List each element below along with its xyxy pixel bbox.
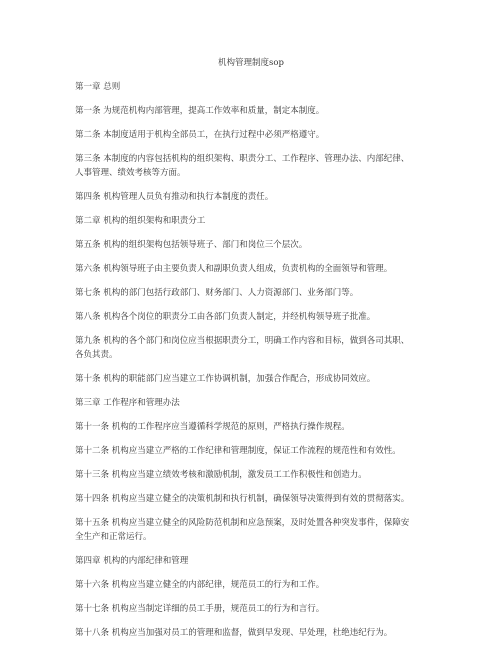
paragraph-line: 第二章 机构的组织架构和职责分工	[75, 216, 206, 226]
paragraph-line: 第六条 机构领导班子由主要负责人和副职负责人组成，负责机构的全面领导和管理。	[75, 264, 393, 274]
paragraph-line: 第三条 本制度的内容包括机构的组织架构、职责分工、工作程序、管理办法、内部纪律、	[75, 154, 410, 164]
paragraph	[75, 310, 427, 324]
document-body	[75, 80, 427, 650]
paragraph-line: 第一章 总则	[75, 82, 121, 92]
paragraph-line: 人事管理、绩效考核等方面。	[75, 168, 186, 178]
paragraph-line: 第十三条 机构应当建立绩效考核和激励机制，激发员工工作积极性和创造力。	[75, 470, 367, 480]
paragraph	[75, 554, 427, 568]
paragraph	[75, 214, 427, 228]
document-title: 机构管理制度sop	[218, 58, 284, 68]
paragraph	[75, 420, 427, 434]
paragraph-line: 第五条 机构的组织架构包括领导班子、部门和岗位三个层次。	[75, 240, 308, 250]
paragraph-line: 第三章 工作程序和管理办法	[75, 398, 180, 408]
paragraph	[75, 262, 427, 276]
paragraph	[75, 152, 427, 180]
paragraph-line: 第四条 机构管理人员负有推动和执行本制度的责任。	[75, 192, 274, 202]
paragraph-line: 第九条 机构的各个部门和岗位应当根据职责分工，明确工作内容和目标，做到各司其职、	[75, 336, 410, 346]
paragraph-line: 第二条 本制度适用于机构全部员工，在执行过程中必须严格遵守。	[75, 130, 325, 140]
paragraph	[75, 286, 427, 300]
paragraph	[75, 516, 427, 544]
paragraph	[75, 396, 427, 410]
paragraph	[75, 492, 427, 506]
paragraph-line: 第十五条 机构应当建立健全的风险防范机制和应急预案，及时处置各种突发事件，保障安	[75, 518, 410, 528]
paragraph	[75, 104, 427, 118]
paragraph-line: 各负其责。	[75, 350, 118, 360]
paragraph-line: 第七条 机构的部门包括行政部门、财务部门、人力资源部门、业务部门等。	[75, 288, 359, 298]
paragraph-line: 全生产和正常运行。	[75, 532, 152, 542]
paragraph-line: 第十八条 机构应当加强对员工的管理和监督，做到早发现、早处理，杜绝违纪行为。	[75, 628, 393, 638]
paragraph-line: 第一条 为规范机构内部管理，提高工作效率和质量，制定本制度。	[75, 106, 325, 116]
paragraph	[75, 626, 427, 640]
paragraph-line: 第十四条 机构应当建立健全的决策机制和执行机制，确保领导决策得到有效的贯彻落实。	[75, 494, 410, 504]
paragraph	[75, 372, 427, 386]
paragraph-line: 第十条 机构的职能部门应当建立工作协调机制，加强合作配合，形成协同效应。	[75, 374, 376, 384]
paragraph	[75, 128, 427, 142]
paragraph	[75, 334, 427, 362]
paragraph-line: 第十一条 机构的工作程序应当遵循科学规范的原则，严格执行操作规程。	[75, 422, 350, 432]
paragraph	[75, 80, 427, 94]
paragraph-line: 第八条 机构各个岗位的职责分工由各部门负责人制定，并经机构领导班子批准。	[75, 312, 376, 322]
paragraph	[75, 578, 427, 592]
paragraph-line: 第十六条 机构应当建立健全的内部纪律，规范员工的行为和工作。	[75, 580, 325, 590]
paragraph	[75, 238, 427, 252]
paragraph	[75, 190, 427, 204]
paragraph	[75, 444, 427, 458]
paragraph-line: 第四章 机构的内部纪律和管理	[75, 556, 189, 566]
paragraph-line: 第十二条 机构应当建立严格的工作纪律和管理制度，保证工作流程的规范性和有效性。	[75, 446, 401, 456]
paragraph-line: 第十七条 机构应当制定详细的员工手册，规范员工的行为和言行。	[75, 604, 325, 614]
paragraph	[75, 602, 427, 616]
paragraph	[75, 468, 427, 482]
